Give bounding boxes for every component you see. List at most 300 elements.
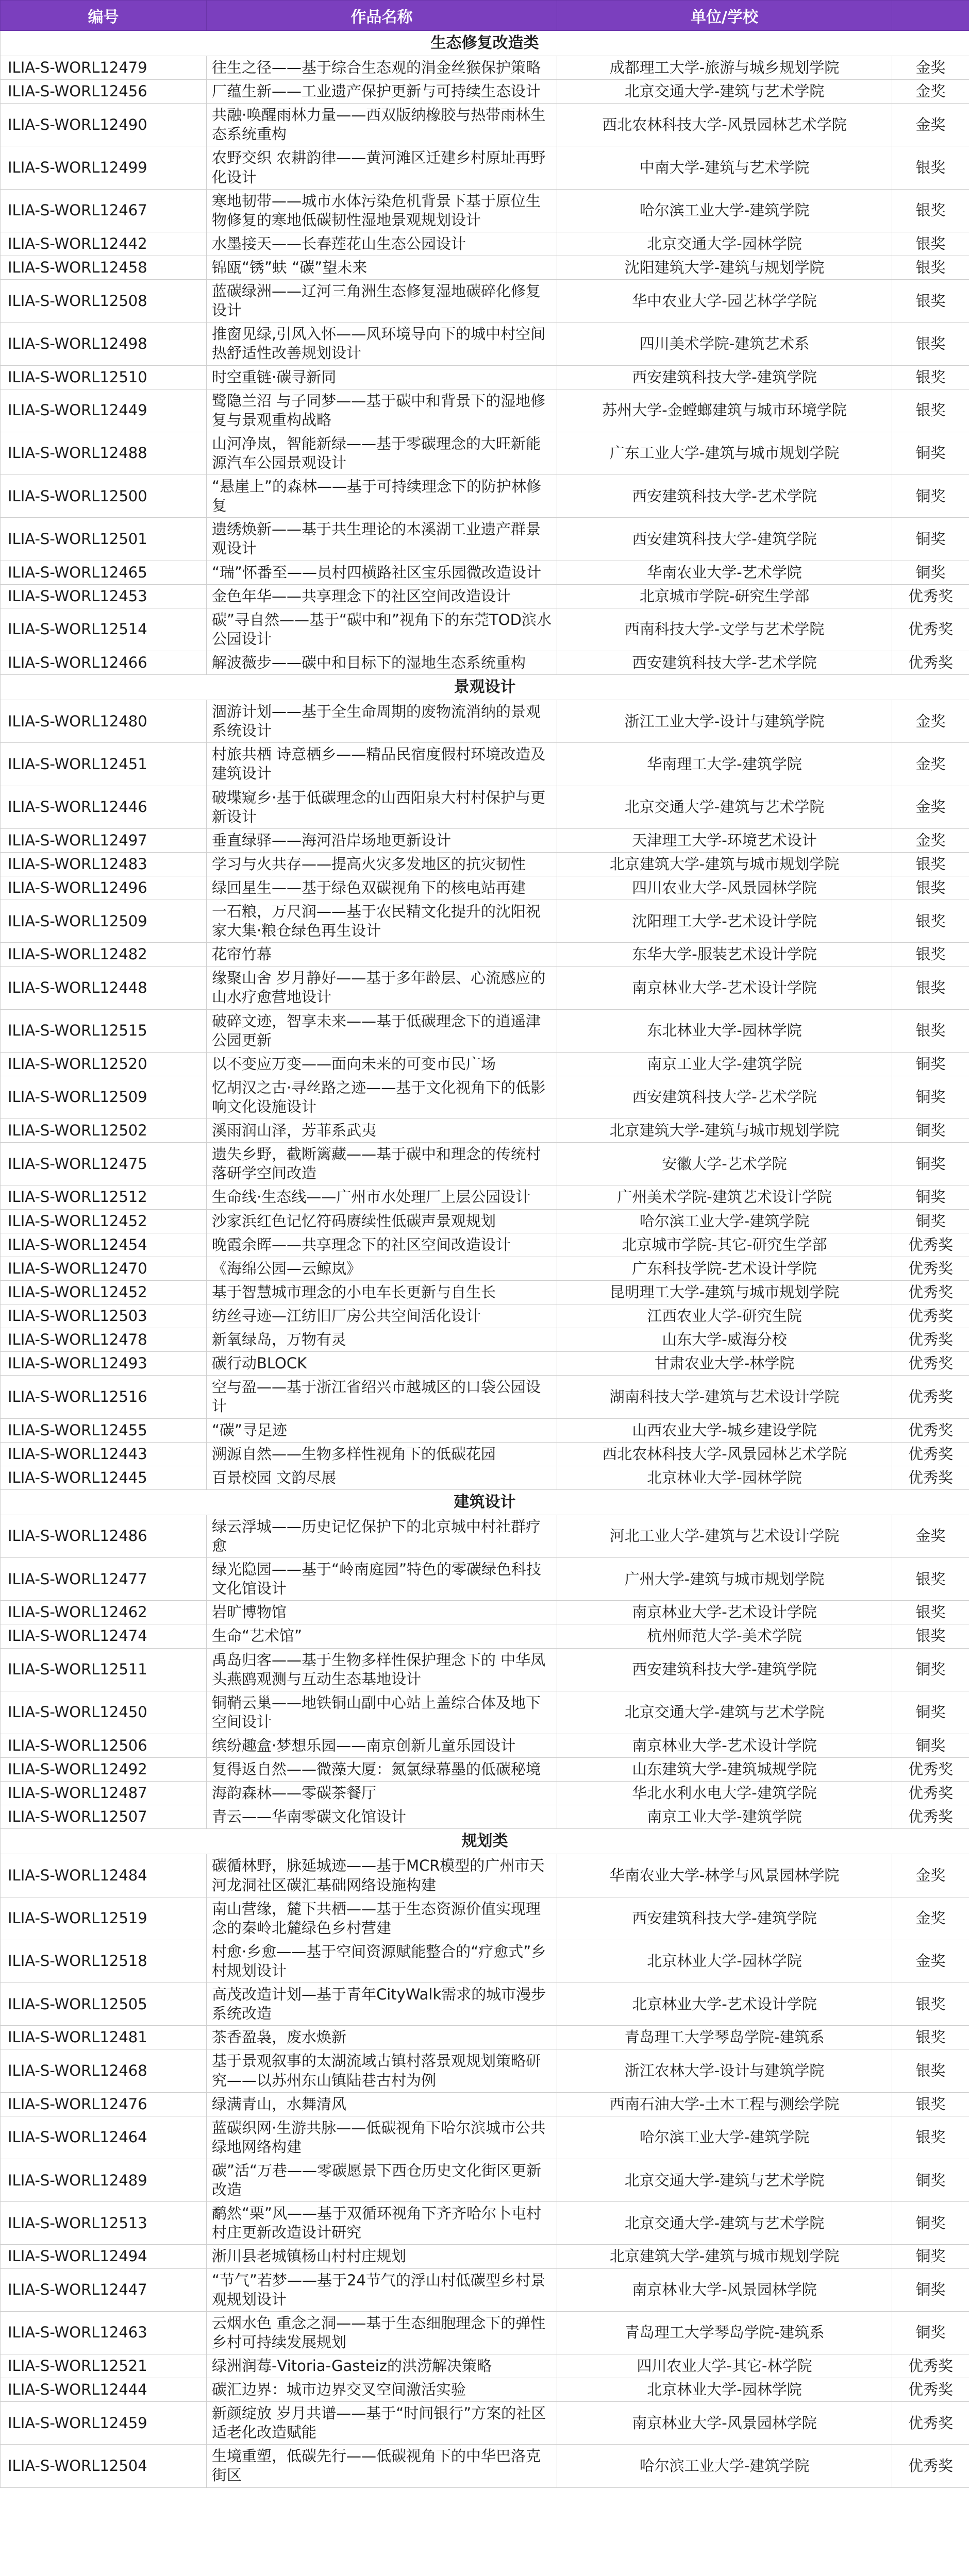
entry-unit: 四川农业大学-其它-林学院 <box>557 2354 892 2378</box>
entry-id: ILIA-S-WORL12512 <box>1 1185 207 1209</box>
entry-id: ILIA-S-WORL12497 <box>1 828 207 852</box>
entry-unit: 西安建筑科技大学-建筑学院 <box>557 365 892 389</box>
table-row <box>1 608 969 651</box>
entry-award: 金奖 <box>892 1940 969 1982</box>
entry-id: ILIA-S-WORL12520 <box>1 1052 207 1076</box>
entry-unit: 华中农业大学-园艺林学学院 <box>557 280 892 323</box>
entry-award: 银奖 <box>892 323 969 365</box>
entry-title: 青云——华南零碳文化馆设计 <box>207 1805 557 1829</box>
entry-award: 铜奖 <box>892 432 969 474</box>
table-row <box>1 2202 969 2245</box>
table-row <box>1 1143 969 1185</box>
entry-award: 铜奖 <box>892 1052 969 1076</box>
entry-title: 晚霞余晖——共享理念下的社区空间改造设计 <box>207 1233 557 1257</box>
entry-title: 锦瓯“锈”蚨 “碳”望未来 <box>207 256 557 279</box>
entry-unit: 南京林业大学-艺术设计学院 <box>557 1734 892 1757</box>
entry-award: 优秀奖 <box>892 1328 969 1352</box>
entry-unit: 西南科技大学-文学与艺术学院 <box>557 608 892 651</box>
entry-title: “节气”若梦——基于24节气的浮山村低碳型乡村景观规划设计 <box>207 2268 557 2311</box>
entry-id: ILIA-S-WORL12513 <box>1 2202 207 2245</box>
entry-unit: 成都理工大学-旅游与城乡规划学院 <box>557 56 892 80</box>
entry-title: 忆胡汉之古·寻丝路之迹——基于文化视角下的低影响文化设施设计 <box>207 1076 557 1118</box>
entry-award: 优秀奖 <box>892 1304 969 1328</box>
entry-title: 溯源自然——生物多样性视角下的低碳花园 <box>207 1442 557 1466</box>
entry-title: 鹬然“栗”风——基于双循环视角下齐齐哈尔卜屯村村庄更新改造设计研究 <box>207 2202 557 2245</box>
entry-title: 淅川县老城镇杨山村村庄规划 <box>207 2245 557 2268</box>
entry-id: ILIA-S-WORL12490 <box>1 104 207 146</box>
entry-title: 蓝碳绿洲——辽河三角洲生态修复湿地碳碎化修复设计 <box>207 280 557 323</box>
entry-id: ILIA-S-WORL12442 <box>1 232 207 256</box>
entry-unit: 华南农业大学-艺术学院 <box>557 561 892 584</box>
section-title: 建筑设计 <box>1 1489 969 1515</box>
entry-unit: 北京建筑大学-建筑与城市规划学院 <box>557 852 892 876</box>
entry-award: 优秀奖 <box>892 584 969 608</box>
entry-award: 优秀奖 <box>892 1758 969 1782</box>
entry-id: ILIA-S-WORL12478 <box>1 1328 207 1352</box>
entry-title: 村愈·乡愈——基于空间资源赋能整合的“疗愈式”乡村规划设计 <box>207 1940 557 1982</box>
entry-unit: 四川美术学院-建筑艺术系 <box>557 323 892 365</box>
entry-title: 茶香盈袅，废水焕新 <box>207 2026 557 2049</box>
entry-id: ILIA-S-WORL12506 <box>1 1734 207 1757</box>
entry-award: 铜奖 <box>892 518 969 561</box>
entry-award: 银奖 <box>892 189 969 232</box>
table-row <box>1 518 969 561</box>
table-row <box>1 2268 969 2311</box>
entry-award: 银奖 <box>892 389 969 432</box>
header-row <box>1 1 969 31</box>
entry-award: 金奖 <box>892 104 969 146</box>
entry-award: 铜奖 <box>892 2268 969 2311</box>
table-row <box>1 1782 969 1805</box>
entry-award: 优秀奖 <box>892 2354 969 2378</box>
entry-title: 共融·唤醒雨林力量——西双版纳橡胶与热带雨林生态系统重构 <box>207 104 557 146</box>
table-row <box>1 828 969 852</box>
table-row <box>1 2311 969 2354</box>
entry-id: ILIA-S-WORL12515 <box>1 1009 207 1052</box>
entry-title: 溪雨润山泽，芳菲系武夷 <box>207 1119 557 1143</box>
entry-id: ILIA-S-WORL12447 <box>1 2268 207 2311</box>
entry-award: 金奖 <box>892 786 969 828</box>
entry-title: 推窗见绿,引风入怀——风环境导向下的城中村空间热舒适性改善规划设计 <box>207 323 557 365</box>
table-row <box>1 1280 969 1304</box>
table-row <box>1 2354 969 2378</box>
entry-id: ILIA-S-WORL12519 <box>1 1897 207 1940</box>
entry-id: ILIA-S-WORL12516 <box>1 1376 207 1418</box>
entry-title: 以不变应万变——面向未来的可变市民广场 <box>207 1052 557 1076</box>
entry-unit: 北京交通大学-建筑与艺术学院 <box>557 2202 892 2245</box>
entry-id: ILIA-S-WORL12493 <box>1 1352 207 1376</box>
entry-title: 缤纷趣盒·梦想乐园——南京创新儿童乐园设计 <box>207 1734 557 1757</box>
entry-award: 金奖 <box>892 1897 969 1940</box>
entry-award: 铜奖 <box>892 1119 969 1143</box>
table-row <box>1 475 969 518</box>
entry-id: ILIA-S-WORL12453 <box>1 584 207 608</box>
entry-title: 绿洲润莓-Vitoria-Gasteiz的洪涝解决策略 <box>207 2354 557 2378</box>
entry-unit: 四川农业大学-风景园林学院 <box>557 876 892 900</box>
entry-unit: 苏州大学-金螳螂建筑与城市环境学院 <box>557 389 892 432</box>
table-row <box>1 1076 969 1118</box>
table-row <box>1 146 969 189</box>
entry-title: 遗绣焕新——基于共生理论的本溪湖工业遗产群景观设计 <box>207 518 557 561</box>
entry-award: 优秀奖 <box>892 1376 969 1418</box>
section-header-row <box>1 1489 969 1515</box>
entry-title: 绿光隐园——基于“岭南庭园”特色的零碳绿色科技文化馆设计 <box>207 1558 557 1601</box>
entry-unit: 西北农林科技大学-风景园林艺术学院 <box>557 104 892 146</box>
entry-id: ILIA-S-WORL12465 <box>1 561 207 584</box>
table-row <box>1 1515 969 1557</box>
entry-title: 花帘竹幕 <box>207 943 557 967</box>
entry-title: 碳汇边界：城市边界交叉空间激活实验 <box>207 2378 557 2402</box>
entry-unit: 南京林业大学-艺术设计学院 <box>557 967 892 1009</box>
entry-award: 铜奖 <box>892 1076 969 1118</box>
entry-unit: 东华大学-服装艺术设计学院 <box>557 943 892 967</box>
entry-id: ILIA-S-WORL12486 <box>1 1515 207 1557</box>
entry-id: ILIA-S-WORL12444 <box>1 2378 207 2402</box>
entry-id: ILIA-S-WORL12479 <box>1 56 207 80</box>
entry-award: 金奖 <box>892 743 969 786</box>
entry-id: ILIA-S-WORL12511 <box>1 1648 207 1691</box>
entry-title: 空与盈——基于浙江省绍兴市越城区的口袋公园设计 <box>207 1376 557 1418</box>
entry-unit: 西南石油大学-土木工程与测绘学院 <box>557 2092 892 2116</box>
entry-unit: 西安建筑科技大学-艺术学院 <box>557 1076 892 1118</box>
table-row <box>1 1233 969 1257</box>
entry-unit: 沈阳建筑大学-建筑与规划学院 <box>557 256 892 279</box>
entry-unit: 北京建筑大学-建筑与城市规划学院 <box>557 1119 892 1143</box>
entry-id: ILIA-S-WORL12510 <box>1 365 207 389</box>
entry-id: ILIA-S-WORL12505 <box>1 1983 207 2026</box>
entry-unit: 北京建筑大学-建筑与城市规划学院 <box>557 2245 892 2268</box>
header-id: 编号 <box>1 1 207 31</box>
entry-id: ILIA-S-WORL12463 <box>1 2311 207 2354</box>
table-row <box>1 876 969 900</box>
entry-unit: 华南农业大学-林学与风景园林学院 <box>557 1854 892 1897</box>
entry-id: ILIA-S-WORL12464 <box>1 2116 207 2159</box>
table-row <box>1 2049 969 2092</box>
entry-id: ILIA-S-WORL12470 <box>1 1257 207 1280</box>
entry-title: 水墨接天——长春莲花山生态公园设计 <box>207 232 557 256</box>
table-row <box>1 1009 969 1052</box>
table-row <box>1 1758 969 1782</box>
entry-award: 优秀奖 <box>892 1782 969 1805</box>
entry-unit: 北京交通大学-建筑与艺术学院 <box>557 2159 892 2201</box>
section-header-row <box>1 1829 969 1854</box>
entry-title: 《海绵公园—云鲸岚》 <box>207 1257 557 1280</box>
table-row <box>1 1442 969 1466</box>
entry-id: ILIA-S-WORL12482 <box>1 943 207 967</box>
entry-unit: 河北工业大学-建筑与艺术设计学院 <box>557 1515 892 1557</box>
table-row <box>1 900 969 943</box>
entry-id: ILIA-S-WORL12466 <box>1 651 207 674</box>
entry-title: 碳”寻自然——基于“碳中和”视角下的东莞TOD滨水公园设计 <box>207 608 557 651</box>
table-row <box>1 1805 969 1829</box>
entry-unit: 西安建筑科技大学-建筑学院 <box>557 518 892 561</box>
table-row <box>1 1418 969 1442</box>
table-row <box>1 232 969 256</box>
entry-title: 遗失乡野，截断篱藏——基于碳中和理念的传统村落研学空间改造 <box>207 1143 557 1185</box>
entry-id: ILIA-S-WORL12480 <box>1 700 207 743</box>
entry-title: 岩旷博物馆 <box>207 1601 557 1624</box>
entry-title: 绿满青山，水舞清风 <box>207 2092 557 2116</box>
table-row <box>1 323 969 365</box>
entry-unit: 华南理工大学-建筑学院 <box>557 743 892 786</box>
entry-title: 破碎文迹，智享未来——基于低碳理念下的逍遥津公园更新 <box>207 1009 557 1052</box>
table-row <box>1 256 969 279</box>
entry-unit: 哈尔滨工业大学-建筑学院 <box>557 2445 892 2487</box>
entry-id: ILIA-S-WORL12468 <box>1 2049 207 2092</box>
entry-award: 优秀奖 <box>892 1442 969 1466</box>
table-row <box>1 1052 969 1076</box>
table-row <box>1 1624 969 1648</box>
entry-unit: 青岛理工大学琴岛学院-建筑系 <box>557 2311 892 2354</box>
entry-award: 银奖 <box>892 256 969 279</box>
entry-award: 金奖 <box>892 828 969 852</box>
entry-title: 沙家浜红色记忆符码赓续性低碳声景观规划 <box>207 1209 557 1233</box>
entry-title: 一石粮，万尺润——基于农民精文化提升的沈阳祝家大集·粮仓绿色再生设计 <box>207 900 557 943</box>
table-row <box>1 1376 969 1418</box>
header-title: 作品名称 <box>207 1 557 31</box>
entry-id: ILIA-S-WORL12518 <box>1 1940 207 1982</box>
entry-award: 银奖 <box>892 1983 969 2026</box>
entry-title: 碳行动BLOCK <box>207 1352 557 1376</box>
table-row <box>1 1185 969 1209</box>
entry-award: 优秀奖 <box>892 1805 969 1829</box>
entry-unit: 昆明理工大学-建筑与城市规划学院 <box>557 1280 892 1304</box>
entry-id: ILIA-S-WORL12481 <box>1 2026 207 2049</box>
entry-id: ILIA-S-WORL12487 <box>1 1782 207 1805</box>
table-row <box>1 389 969 432</box>
table-row <box>1 1119 969 1143</box>
table-row <box>1 1304 969 1328</box>
table-row <box>1 1983 969 2026</box>
table-row <box>1 584 969 608</box>
entry-unit: 湖南科技大学-建筑与艺术设计学院 <box>557 1376 892 1418</box>
entry-title: 生命“艺术馆” <box>207 1624 557 1648</box>
entry-unit: 广东科技学院-艺术设计学院 <box>557 1257 892 1280</box>
entry-id: ILIA-S-WORL12499 <box>1 146 207 189</box>
entry-unit: 北京交通大学-建筑与艺术学院 <box>557 786 892 828</box>
entry-title: 缘聚山舍 岁月静好——基于多年龄层、心流感应的山水疗愈营地设计 <box>207 967 557 1009</box>
entry-award: 银奖 <box>892 852 969 876</box>
entry-id: ILIA-S-WORL12443 <box>1 1442 207 1466</box>
entry-id: ILIA-S-WORL12458 <box>1 256 207 279</box>
entry-id: ILIA-S-WORL12451 <box>1 743 207 786</box>
entry-award: 优秀奖 <box>892 1257 969 1280</box>
entry-unit: 甘肃农业大学-林学院 <box>557 1352 892 1376</box>
table-row <box>1 432 969 474</box>
entry-title: 村旅共栖 诗意栖乡——精品民宿度假村环境改造及建筑设计 <box>207 743 557 786</box>
entry-id: ILIA-S-WORL12448 <box>1 967 207 1009</box>
entry-unit: 南京林业大学-风景园林学院 <box>557 2402 892 2445</box>
entry-id: ILIA-S-WORL12452 <box>1 1280 207 1304</box>
entry-award: 银奖 <box>892 2116 969 2159</box>
entry-id: ILIA-S-WORL12500 <box>1 475 207 518</box>
table-row <box>1 1940 969 1982</box>
section-title: 景观设计 <box>1 675 969 700</box>
entry-unit: 西北农林科技大学-风景园林艺术学院 <box>557 1442 892 1466</box>
entry-unit: 北京城市学院-研究生学部 <box>557 584 892 608</box>
entry-unit: 北京林业大学-园林学院 <box>557 2378 892 2402</box>
entry-title: 纺丝寻迹—江纺旧厂房公共空间活化设计 <box>207 1304 557 1328</box>
entry-award: 优秀奖 <box>892 608 969 651</box>
entry-title: 铜鞘云巢——地铁铜山副中心站上盖综合体及地下空间设计 <box>207 1691 557 1734</box>
table-row <box>1 1209 969 1233</box>
entry-unit: 青岛理工大学琴岛学院-建筑系 <box>557 2026 892 2049</box>
entry-unit: 西安建筑科技大学-艺术学院 <box>557 475 892 518</box>
section-title: 生态修复改造类 <box>1 31 969 56</box>
entry-title: “瑞”怀番至——员村四横路社区宝乐园微改造设计 <box>207 561 557 584</box>
entry-award: 优秀奖 <box>892 2402 969 2445</box>
entry-award: 银奖 <box>892 280 969 323</box>
entry-id: ILIA-S-WORL12496 <box>1 876 207 900</box>
section-header-row <box>1 675 969 700</box>
entry-award: 金奖 <box>892 1515 969 1557</box>
entry-title: 往生之径——基于综合生态观的涓金丝猴保护策略 <box>207 56 557 80</box>
entry-id: ILIA-S-WORL12477 <box>1 1558 207 1601</box>
entry-title: 百景校园 文韵尽展 <box>207 1466 557 1489</box>
entry-title: 时空重链·碳寻新同 <box>207 365 557 389</box>
table-row <box>1 1558 969 1601</box>
entry-id: ILIA-S-WORL12450 <box>1 1691 207 1734</box>
entry-award: 优秀奖 <box>892 2445 969 2487</box>
entry-award: 银奖 <box>892 1558 969 1601</box>
entry-id: ILIA-S-WORL12508 <box>1 280 207 323</box>
entry-unit: 哈尔滨工业大学-建筑学院 <box>557 2116 892 2159</box>
table-row <box>1 1601 969 1624</box>
entry-title: 蓝碳织网·生游共脉——低碳视角下哈尔滨城市公共绿地网络构建 <box>207 2116 557 2159</box>
table-row <box>1 2092 969 2116</box>
entry-title: 厂蕴生新——工业遗产保护更新与可持续生态设计 <box>207 80 557 104</box>
entry-id: ILIA-S-WORL12476 <box>1 2092 207 2116</box>
entry-id: ILIA-S-WORL12501 <box>1 518 207 561</box>
entry-award: 优秀奖 <box>892 1466 969 1489</box>
table-row <box>1 2402 969 2445</box>
entry-title: 复得返自然——微藻大厦：氮氯绿幕墨的低碳秘境 <box>207 1758 557 1782</box>
entry-award: 铜奖 <box>892 1209 969 1233</box>
entry-award: 银奖 <box>892 876 969 900</box>
entry-id: ILIA-S-WORL12488 <box>1 432 207 474</box>
entry-id: ILIA-S-WORL12475 <box>1 1143 207 1185</box>
entry-id: ILIA-S-WORL12521 <box>1 2354 207 2378</box>
entry-award: 银奖 <box>892 232 969 256</box>
header-award <box>892 1 969 31</box>
entry-award: 银奖 <box>892 1624 969 1648</box>
entry-title: 破堞窥乡·基于低碳理念的山西阳泉大村村保护与更新设计 <box>207 786 557 828</box>
entry-title: 禹岛归客——基于生物多样性保护理念下的 中华凤头燕鸥观测与互动生态基地设计 <box>207 1648 557 1691</box>
table-row <box>1 743 969 786</box>
entry-award: 铜奖 <box>892 1734 969 1757</box>
entry-unit: 沈阳理工大学-艺术设计学院 <box>557 900 892 943</box>
table-row <box>1 2445 969 2487</box>
table-row <box>1 2159 969 2201</box>
entry-title: 南山营缘，麓下共栖——基于生态资源价值实现理念的秦岭北麓绿色乡村营建 <box>207 1897 557 1940</box>
entry-title: 鹭隐兰沼 与子同梦——基于碳中和背景下的湿地修复与景观重构战略 <box>207 389 557 432</box>
entry-award: 铜奖 <box>892 1185 969 1209</box>
entry-award: 金奖 <box>892 1854 969 1897</box>
entry-unit: 北京林业大学-园林学院 <box>557 1466 892 1489</box>
entry-id: ILIA-S-WORL12502 <box>1 1119 207 1143</box>
entry-unit: 浙江农林大学-设计与建筑学院 <box>557 2049 892 2092</box>
entry-unit: 安徽大学-艺术学院 <box>557 1143 892 1185</box>
table-row <box>1 2026 969 2049</box>
entry-award: 优秀奖 <box>892 651 969 674</box>
entry-id: ILIA-S-WORL12507 <box>1 1805 207 1829</box>
entry-id: ILIA-S-WORL12483 <box>1 852 207 876</box>
entry-title: 新颜绽放 岁月共谱——基于“时间银行”方案的社区适老化改造赋能 <box>207 2402 557 2445</box>
entry-id: ILIA-S-WORL12489 <box>1 2159 207 2201</box>
entry-id: ILIA-S-WORL12459 <box>1 2402 207 2445</box>
entry-award: 金奖 <box>892 80 969 104</box>
entry-award: 银奖 <box>892 2092 969 2116</box>
entry-title: 云烟水色 重念之洞——基于生态细胞理念下的弹性乡村可持续发展规划 <box>207 2311 557 2354</box>
table-row <box>1 104 969 146</box>
entry-title: 金色年华——共享理念下的社区空间改造设计 <box>207 584 557 608</box>
table-row <box>1 967 969 1009</box>
entry-unit: 西安建筑科技大学-艺术学院 <box>557 651 892 674</box>
entry-title: 绿回星生——基于绿色双碳视角下的核电站再建 <box>207 876 557 900</box>
table-row <box>1 1691 969 1734</box>
table-row <box>1 2116 969 2159</box>
table-row <box>1 561 969 584</box>
entry-id: ILIA-S-WORL12474 <box>1 1624 207 1648</box>
table-row <box>1 1854 969 1897</box>
table-row <box>1 786 969 828</box>
entry-unit: 北京交通大学-建筑与艺术学院 <box>557 80 892 104</box>
table-row <box>1 1328 969 1352</box>
entry-award: 银奖 <box>892 2026 969 2049</box>
entry-award: 优秀奖 <box>892 1280 969 1304</box>
table-row <box>1 943 969 967</box>
entry-id: ILIA-S-WORL12509 <box>1 900 207 943</box>
table-row <box>1 700 969 743</box>
table-row <box>1 2378 969 2402</box>
table-row <box>1 1466 969 1489</box>
entry-id: ILIA-S-WORL12504 <box>1 2445 207 2487</box>
entry-unit: 北京林业大学-艺术设计学院 <box>557 1983 892 2026</box>
entry-id: ILIA-S-WORL12462 <box>1 1601 207 1624</box>
table-row <box>1 1257 969 1280</box>
entry-title: 垂直绿驿——海河沿岸场地更新设计 <box>207 828 557 852</box>
entry-title: 涸游计划——基于全生命周期的废物流消纳的景观系统设计 <box>207 700 557 743</box>
entry-unit: 中南大学-建筑与艺术学院 <box>557 146 892 189</box>
entry-award: 银奖 <box>892 943 969 967</box>
entry-id: ILIA-S-WORL12498 <box>1 323 207 365</box>
entry-id: ILIA-S-WORL12492 <box>1 1758 207 1782</box>
section-header-row <box>1 31 969 56</box>
entry-award: 铜奖 <box>892 561 969 584</box>
entry-award: 铜奖 <box>892 1691 969 1734</box>
entry-id: ILIA-S-WORL12514 <box>1 608 207 651</box>
entry-unit: 哈尔滨工业大学-建筑学院 <box>557 1209 892 1233</box>
entry-unit: 华北水利水电大学-建筑学院 <box>557 1782 892 1805</box>
entry-award: 银奖 <box>892 967 969 1009</box>
entry-award: 优秀奖 <box>892 2378 969 2402</box>
entry-unit: 西安建筑科技大学-建筑学院 <box>557 1648 892 1691</box>
table-row <box>1 1352 969 1376</box>
table-row <box>1 365 969 389</box>
entry-unit: 西安建筑科技大学-建筑学院 <box>557 1897 892 1940</box>
entry-unit: 北京交通大学-园林学院 <box>557 232 892 256</box>
entry-id: ILIA-S-WORL12509 <box>1 1076 207 1118</box>
entry-id: ILIA-S-WORL12467 <box>1 189 207 232</box>
entry-id: ILIA-S-WORL12494 <box>1 2245 207 2268</box>
entry-title: 学习与火共存——提高火灾多发地区的抗灾韧性 <box>207 852 557 876</box>
entry-award: 银奖 <box>892 900 969 943</box>
entry-id: ILIA-S-WORL12454 <box>1 1233 207 1257</box>
table-row <box>1 1648 969 1691</box>
entry-title: 碳”活“万巷——零碳愿景下西仓历史文化街区更新改造 <box>207 2159 557 2201</box>
entry-award: 铜奖 <box>892 2159 969 2201</box>
entry-unit: 广州美术学院-建筑艺术设计学院 <box>557 1185 892 1209</box>
